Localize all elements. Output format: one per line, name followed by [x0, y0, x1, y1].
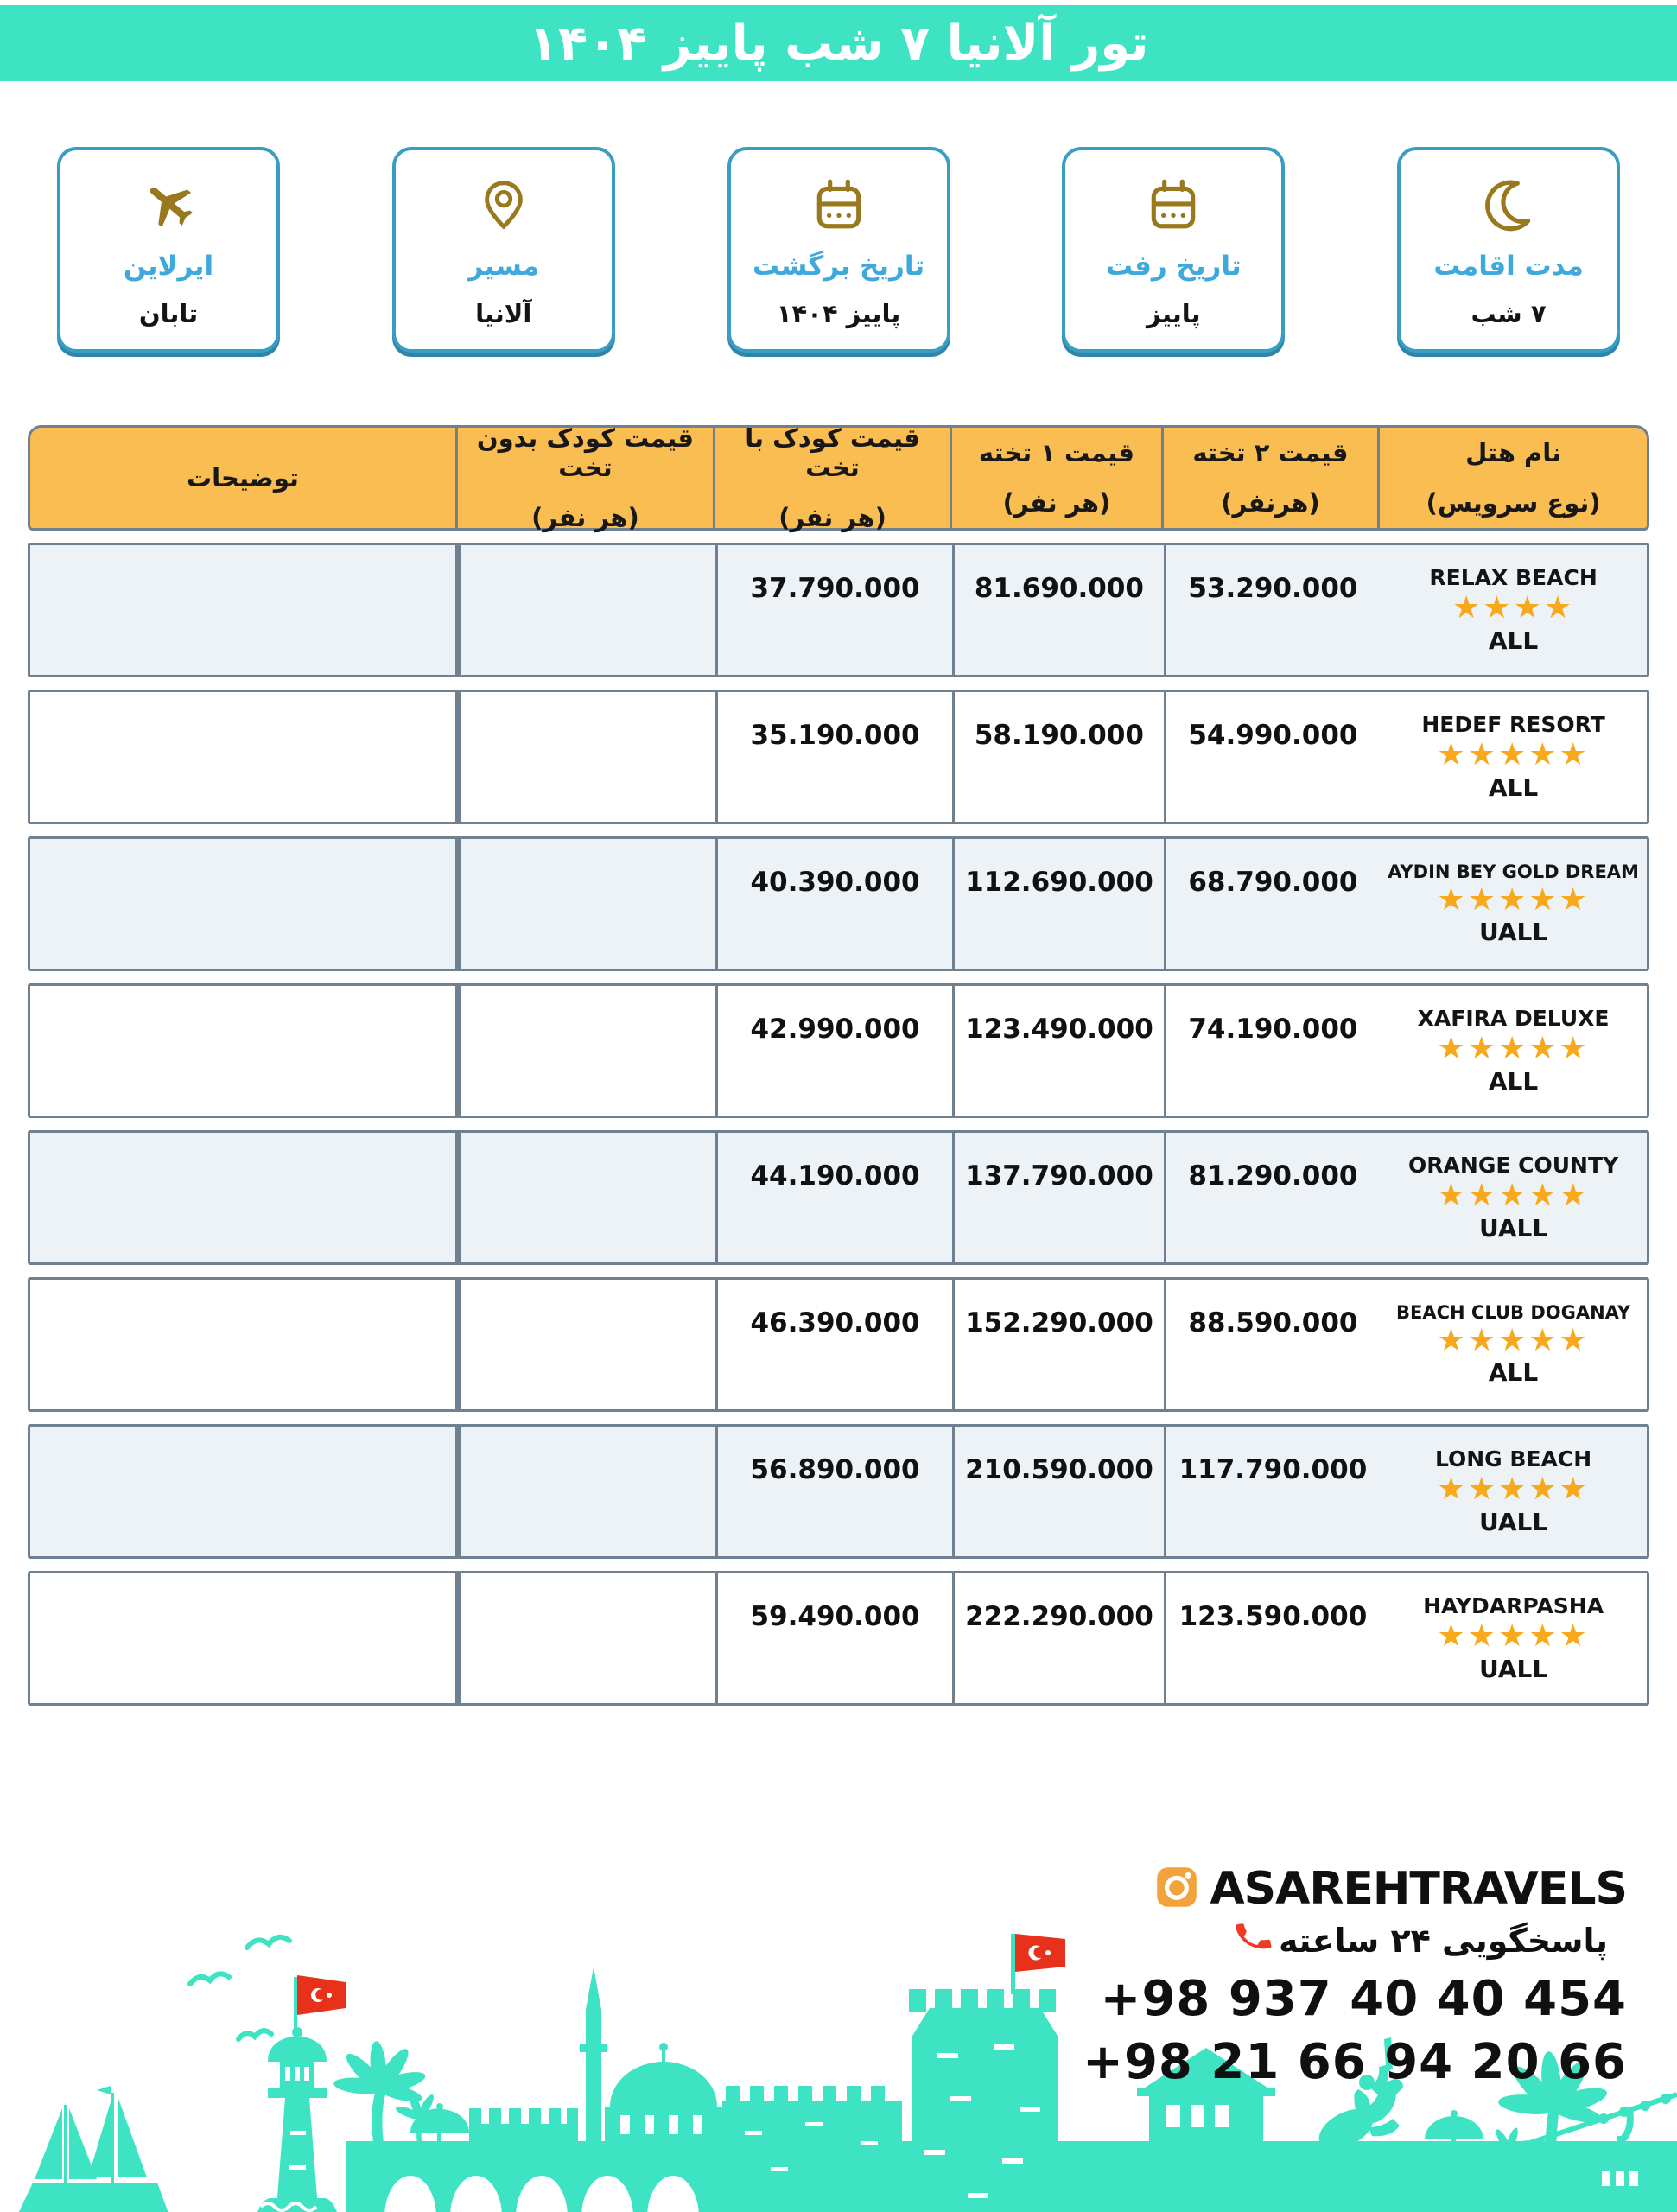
star-rating: ★★★★★: [1437, 737, 1590, 773]
support-24h-label: پاسخگویی ۲۴ ساعته: [1279, 1921, 1608, 1960]
price-child-no-bed-cell: [458, 986, 715, 1116]
star-rating: ★★★★: [1452, 590, 1575, 626]
board-type: UALL: [1478, 1507, 1548, 1536]
price-double-cell: 68.790.000: [1164, 839, 1380, 969]
hotel-name: AYDIN BEY GOLD DREAM: [1388, 861, 1639, 882]
card-duration-value: ۷ شب: [1471, 299, 1547, 328]
notes-cell: [30, 692, 458, 822]
header-price-double: قیمت ۲ تخته (هرنفر): [1164, 428, 1380, 528]
card-route-value: آلانیا: [475, 299, 532, 328]
calendar-icon: [810, 171, 867, 238]
hotel-name: LONG BEACH: [1434, 1446, 1592, 1472]
hotel-cell: [1380, 1427, 1647, 1556]
card-departure-date: [1062, 147, 1285, 353]
location-pin-icon: [477, 171, 530, 238]
airplane-icon: [140, 171, 197, 238]
price-child-bed-cell: 35.190.000: [715, 692, 952, 822]
notes-cell: [30, 986, 458, 1116]
price-child-no-bed-cell: [458, 839, 715, 969]
table-header-row: [28, 425, 1649, 531]
star-rating: ★★★★★: [1437, 1618, 1590, 1655]
star-rating: ★★★★★: [1437, 1031, 1590, 1067]
card-duration: [1397, 147, 1620, 353]
instagram-icon: [1153, 1863, 1201, 1915]
star-rating: ★★★★★: [1437, 1471, 1590, 1508]
notes-cell: [30, 839, 458, 969]
card-return-label: تاریخ برگشت: [752, 251, 925, 282]
price-child-bed-cell: 37.790.000: [715, 545, 952, 675]
card-airline-label: ایرلاین: [123, 251, 214, 282]
card-departure-label: تاریخ رفت: [1105, 251, 1242, 282]
star-rating: ★★★★★: [1437, 1322, 1590, 1358]
price-child-bed-cell: 44.190.000: [715, 1133, 952, 1262]
hotel-name: HEDEF RESORT: [1421, 712, 1605, 738]
table-row: [28, 983, 1649, 1118]
header-price-child-with-bed: قیمت کودک با تخت (هر نفر): [715, 428, 952, 528]
hotel-name: HAYDARPASHA: [1423, 1593, 1604, 1619]
header-price-child-no-bed: قیمت کودک بدون تخت (هر نفر): [458, 428, 715, 528]
table-row: [28, 543, 1649, 677]
card-route: [392, 147, 615, 353]
phone-icon: [1229, 1913, 1278, 1967]
title-banner: [0, 5, 1677, 81]
phone-number-1[interactable]: +98 937 40 40 454: [1100, 1971, 1627, 2027]
price-child-no-bed-cell: [458, 692, 715, 822]
table-row: [28, 836, 1649, 971]
board-type: ALL: [1488, 1066, 1539, 1096]
card-airline-value: تابان: [138, 299, 199, 328]
price-child-bed-cell: 42.990.000: [715, 986, 952, 1116]
price-child-bed-cell: 59.490.000: [715, 1573, 952, 1703]
calendar-icon: [1145, 171, 1202, 238]
card-airline: [57, 147, 280, 353]
price-child-no-bed-cell: [458, 545, 715, 675]
instagram-row[interactable]: [1083, 1863, 1627, 1915]
star-rating: ★★★★★: [1437, 1178, 1590, 1214]
page-title: تور آلانیا ۷ شب پاییز ۱۴۰۴: [528, 15, 1149, 72]
hotel-name: XAFIRA DELUXE: [1417, 1006, 1610, 1032]
star-rating: ★★★★★: [1437, 881, 1590, 918]
notes-cell: [30, 1427, 458, 1556]
price-double-cell: 81.290.000: [1164, 1133, 1380, 1262]
notes-cell: [30, 1573, 458, 1703]
price-single-cell: 81.690.000: [952, 545, 1164, 675]
card-return-value: پاییز ۱۴۰۴: [776, 299, 901, 328]
price-single-cell: 123.490.000: [952, 986, 1164, 1116]
contact-block: [1083, 1863, 1627, 2090]
notes-cell: [30, 1133, 458, 1262]
price-double-cell: 123.590.000: [1164, 1573, 1380, 1703]
hotel-cell: [1380, 692, 1647, 822]
card-return-date: [727, 147, 950, 353]
board-type: ALL: [1488, 772, 1539, 802]
hotel-price-table: [28, 425, 1649, 1706]
price-double-cell: 54.990.000: [1164, 692, 1380, 822]
hotel-cell: [1380, 839, 1647, 969]
table-row: [28, 1277, 1649, 1412]
table-row: [28, 1424, 1649, 1559]
table-row: [28, 1130, 1649, 1265]
notes-cell: [30, 1280, 458, 1409]
price-double-cell: 74.190.000: [1164, 986, 1380, 1116]
card-route-label: مسیر: [467, 251, 540, 282]
hotel-name: BEACH CLUB DOGANAY: [1396, 1301, 1631, 1323]
hotel-name: ORANGE COUNTY: [1408, 1153, 1619, 1179]
header-notes: توضیحات: [30, 428, 458, 528]
price-single-cell: 112.690.000: [952, 839, 1164, 969]
price-double-cell: 53.290.000: [1164, 545, 1380, 675]
price-child-bed-cell: 40.390.000: [715, 839, 952, 969]
price-double-cell: 117.790.000: [1164, 1427, 1380, 1556]
header-hotel-name: نام هتل (نوع سرویس): [1426, 438, 1601, 518]
table-row: [28, 690, 1649, 824]
table-row: [28, 1571, 1649, 1706]
hotel-cell: [1380, 1280, 1647, 1409]
price-child-bed-cell: 46.390.000: [715, 1280, 952, 1409]
board-type: ALL: [1488, 1358, 1539, 1388]
card-duration-label: مدت اقامت: [1433, 251, 1584, 282]
board-type: UALL: [1478, 1654, 1548, 1683]
price-single-cell: 210.590.000: [952, 1427, 1164, 1556]
notes-cell: [30, 545, 458, 675]
price-child-bed-cell: 56.890.000: [715, 1427, 952, 1556]
price-child-no-bed-cell: [458, 1280, 715, 1409]
moon-icon: [1480, 171, 1537, 238]
hotel-name: RELAX BEACH: [1429, 565, 1598, 591]
header-price-single: قیمت ۱ تخته (هر نفر): [952, 428, 1164, 528]
board-type: UALL: [1478, 1213, 1548, 1243]
price-single-cell: 58.190.000: [952, 692, 1164, 822]
price-single-cell: 152.290.000: [952, 1280, 1164, 1409]
price-double-cell: 88.590.000: [1164, 1280, 1380, 1409]
hotel-cell: [1380, 1573, 1647, 1703]
price-child-no-bed-cell: [458, 1427, 715, 1556]
price-child-no-bed-cell: [458, 1573, 715, 1703]
hotel-cell: [1380, 1133, 1647, 1262]
card-departure-value: پاییز: [1146, 299, 1201, 328]
board-type: UALL: [1478, 918, 1548, 947]
board-type: ALL: [1488, 626, 1539, 655]
price-single-cell: 222.290.000: [952, 1573, 1164, 1703]
support-24h-row: [1083, 1916, 1608, 1964]
price-single-cell: 137.790.000: [952, 1133, 1164, 1262]
instagram-handle[interactable]: ASAREHTRAVELS: [1210, 1863, 1627, 1915]
price-child-no-bed-cell: [458, 1133, 715, 1262]
phone-number-2[interactable]: +98 21 66 94 20 66: [1083, 2034, 1627, 2090]
tour-info-cards: [0, 147, 1677, 353]
hotel-cell: [1380, 545, 1647, 675]
hotel-cell: [1380, 986, 1647, 1116]
